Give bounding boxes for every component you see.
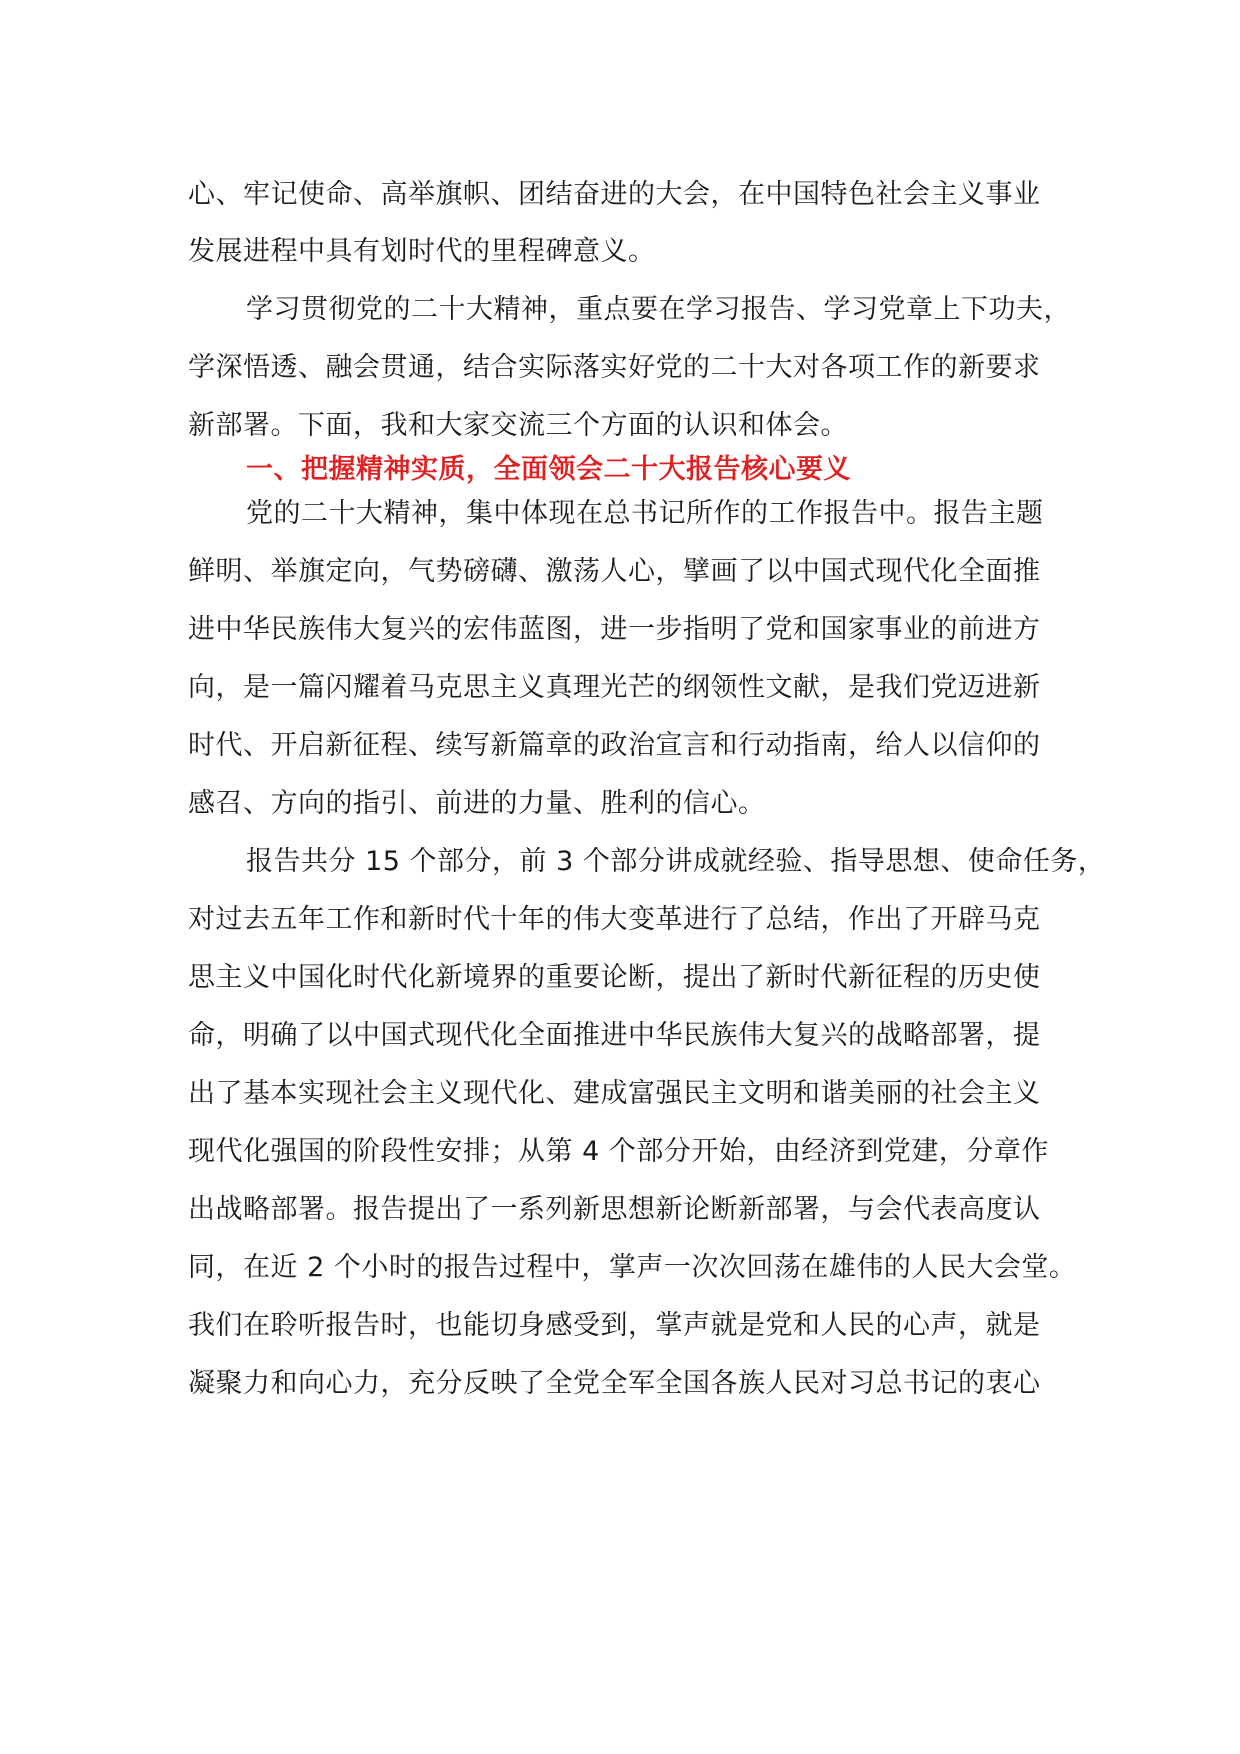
body-text-line: 学深悟透、融会贯通，结合实际落实好党的二十大对各项工作的新要求	[188, 352, 1041, 383]
body-text-line: 向，是一篇闪耀着马克思主义真理光芒的纲领性文献，是我们党迈进新	[188, 672, 1041, 703]
body-text-line: 我们在聆听报告时，也能切身感受到，掌声就是党和人民的心声，就是	[188, 1310, 1041, 1341]
body-text-line: 时代、开启新征程、续写新篇章的政治宣言和行动指南，给人以信仰的	[188, 730, 1041, 761]
body-text-line: 命，明确了以中国式现代化全面推进中华民族伟大复兴的战略部署，提	[188, 1020, 1041, 1051]
body-text-line: 出战略部署。报告提出了一系列新思想新论断新部署，与会代表高度认	[188, 1194, 1041, 1225]
body-text-line: 凝聚力和向心力，充分反映了全党全军全国各族人民对习总书记的衷心	[188, 1368, 1041, 1399]
body-text-line: 报告共分 15 个部分，前 3 个部分讲成就经验、指导思想、使命任务，	[246, 846, 1106, 877]
body-text-line: 感召、方向的指引、前进的力量、胜利的信心。	[188, 788, 766, 819]
section-heading: 一、把握精神实质，全面领会二十大报告核心要义	[246, 454, 851, 485]
body-text-line: 鲜明、举旗定向，气势磅礴、激荡人心，擘画了以中国式现代化全面推	[188, 556, 1041, 587]
body-text-line: 发展进程中具有划时代的里程碑意义。	[188, 236, 656, 267]
body-text-line: 心、牢记使命、高举旗帜、团结奋进的大会，在中国特色社会主义事业	[188, 179, 1041, 210]
body-text-line: 出了基本实现社会主义现代化、建成富强民主文明和谐美丽的社会主义	[188, 1078, 1041, 1109]
body-text-line: 进中华民族伟大复兴的宏伟蓝图，进一步指明了党和国家事业的前进方	[188, 614, 1041, 645]
body-text-line: 党的二十大精神，集中体现在总书记所作的工作报告中。报告主题	[246, 498, 1044, 529]
body-text-line: 新部署。下面，我和大家交流三个方面的认识和体会。	[188, 410, 848, 441]
body-text-line: 学习贯彻党的二十大精神，重点要在学习报告、学习党章上下功夫，	[246, 294, 1071, 325]
body-text-line: 思主义中国化时代化新境界的重要论断，提出了新时代新征程的历史使	[188, 962, 1041, 993]
body-text-line: 现代化强国的阶段性安排；从第 4 个部分开始，由经济到党建，分章作	[188, 1136, 1049, 1167]
body-text-line: 对过去五年工作和新时代十年的伟大变革进行了总结，作出了开辟马克	[188, 904, 1041, 935]
body-text-line: 同，在近 2 个小时的报告过程中，掌声一次次回荡在雄伟的人民大会堂。	[188, 1252, 1077, 1283]
